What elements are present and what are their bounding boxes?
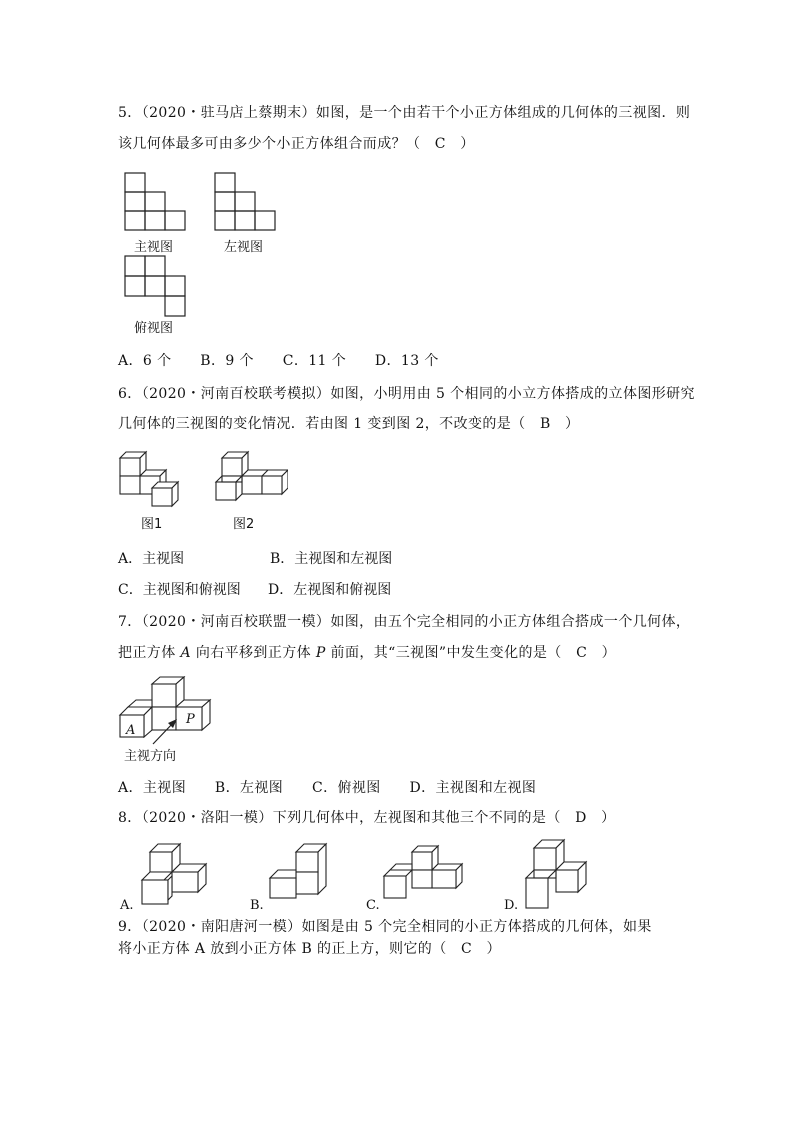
q6-option-d: D．左视图和俯视图 <box>268 582 392 598</box>
q8-option-c-label: C. <box>366 898 380 913</box>
q9-stem-line1: 9．（2020・南阳唐河一模）如图是由 5 个完全相同的小正方体搭成的几何体，如果 <box>118 919 652 935</box>
left-view-grid <box>214 172 276 232</box>
view-direction-arrow-icon <box>150 716 180 746</box>
q8-option-b-figure <box>268 842 330 906</box>
q8-option-a-label: A. <box>120 898 134 913</box>
q6-option-a: A．主视图 <box>118 551 185 567</box>
q8-stem: 8．（2020・洛阳一模）下列几何体中，左视图和其他三个不同的是（ D ） <box>118 810 616 826</box>
cube-label-p: P <box>186 712 195 727</box>
q5-options: A．6 个 B．9 个 C．11 个 D．13 个 <box>118 353 439 369</box>
figure-1-caption: 图1 <box>141 517 163 532</box>
q8-option-d-figure <box>522 838 588 910</box>
q8-option-c-figure <box>382 844 466 900</box>
top-view-caption: 俯视图 <box>134 321 174 336</box>
front-view-caption: 主视图 <box>134 240 174 255</box>
figure-2-caption: 图2 <box>233 517 255 532</box>
q7-stem-line2: 把正方体 A 向右平移到正方体 P 前面，其“三视图”中发生变化的是（ C ） <box>118 645 616 661</box>
q9-stem-line2: 将小正方体 A 放到小正方体 B 的正上方，则它的（ C ） <box>118 941 501 957</box>
q6-option-c: C．主视图和俯视图 <box>118 582 241 598</box>
q8-option-b-label: B. <box>250 898 264 913</box>
q8-option-d-label: D. <box>504 898 519 913</box>
q7-stem-line1: 7．（2020・河南百校联盟一模）如图，由五个完全相同的小正方体组合搭成一个几何体， <box>118 614 691 630</box>
q8-option-a-figure <box>140 842 210 906</box>
q6-stem-line1: 6．（2020・河南百校联考模拟）如图，小明用由 5 个相同的小立方体搭成的立体图形研究 <box>118 386 695 402</box>
cube-label-a: A <box>126 723 136 738</box>
q6-option-b: B．主视图和左视图 <box>270 551 393 567</box>
left-view-caption: 左视图 <box>224 240 264 255</box>
front-view-grid <box>124 172 186 232</box>
figure-2-cubes <box>214 450 288 508</box>
q5-stem-line2: 该几何体最多可由多少个小正方体组合而成？（ C ） <box>118 136 475 152</box>
view-direction-caption: 主视方向 <box>124 749 177 764</box>
figure-1-cubes <box>118 450 182 508</box>
q5-stem-line1: 5．（2020・驻马店上蔡期末）如图，是一个由若干个小正方体组成的几何体的三视图．则 <box>118 105 691 121</box>
q7-options: A．主视图 B．左视图 C．俯视图 D．主视图和左视图 <box>118 780 537 796</box>
q6-stem-line2: 几何体的三视图的变化情况．若由图 1 变到图 2，不改变的是（ B ） <box>118 416 580 432</box>
top-view-grid <box>124 255 186 317</box>
